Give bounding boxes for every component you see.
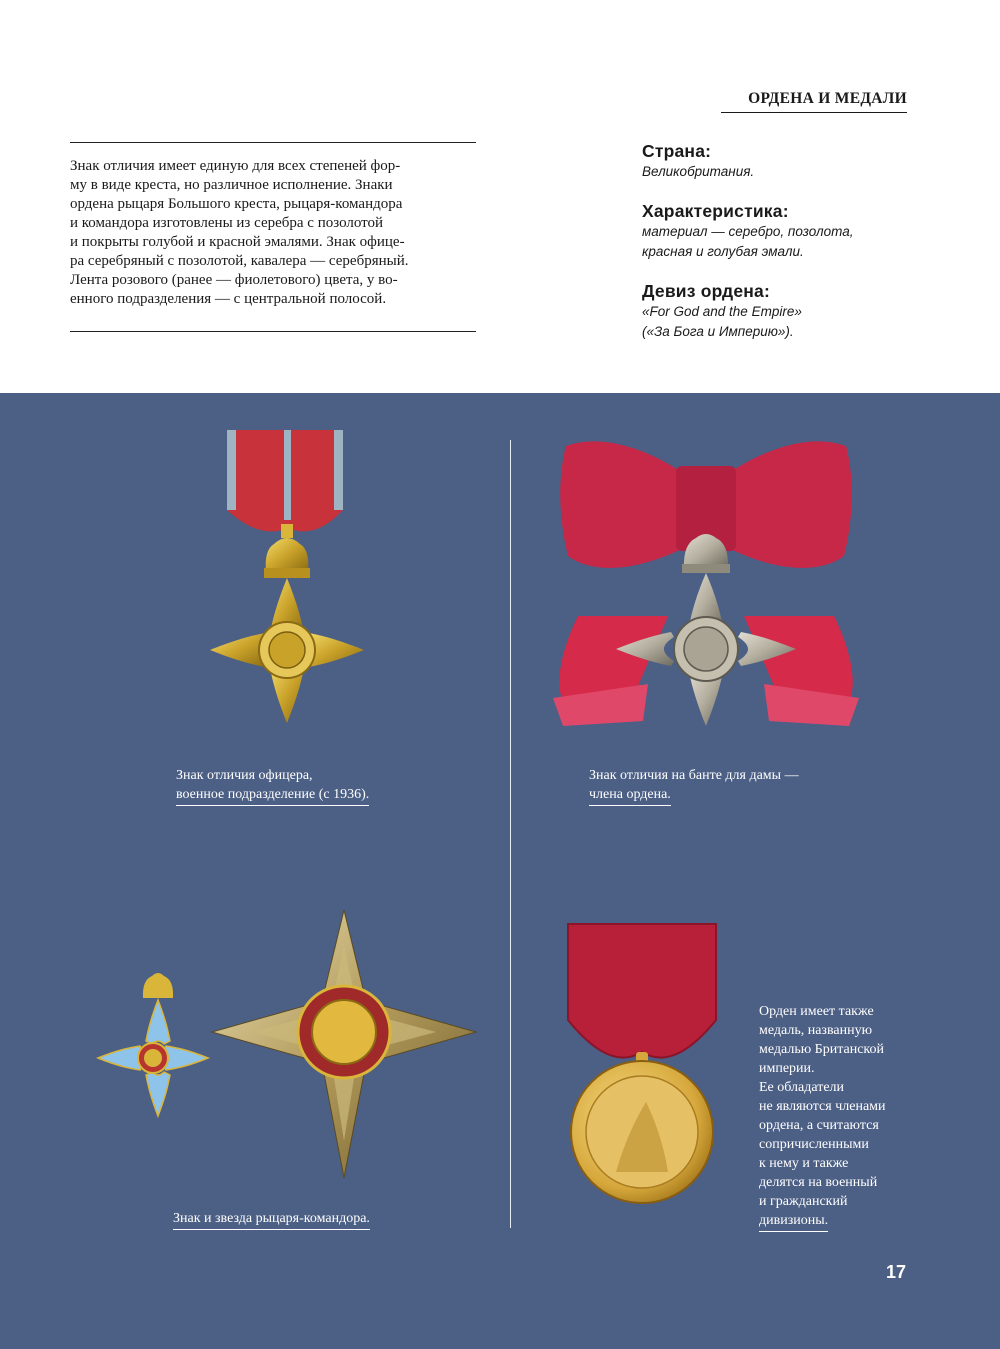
officer-badge-illustration [200, 428, 370, 733]
caption-line: Знак и звезда рыцаря-командора. [173, 1209, 370, 1230]
intro-line: енного подразделения — с центральной полосой. [70, 291, 387, 307]
caption-line: Знак отличия офицера, [176, 768, 313, 783]
fact-value [642, 302, 942, 342]
intro-line: Лента розового (ранее — фиолетового) цвета, у во- [70, 272, 398, 288]
caption-line: военное подразделение (с 1936). [176, 785, 369, 806]
vertical-divider [510, 440, 511, 1228]
intro-line: и покрыты голубой и красной эмалями. Знак офице- [70, 234, 405, 250]
intro-line: и командора изготовлены из серебра с позолотой [70, 215, 384, 231]
medal-ribbon [568, 924, 716, 1058]
caption-line: Орден имеет также [759, 1004, 874, 1019]
fact-value-line: красная и голубая эмали. [642, 244, 804, 259]
caption-line: Знак отличия на банте для дамы — [589, 768, 799, 783]
intro-line: ордена рыцаря Большого креста, рыцаря-командора [70, 196, 403, 212]
page-number: 17 [885, 1262, 906, 1282]
caption-line: ордена, а считаются [759, 1118, 879, 1133]
knight-commander-illustration [96, 906, 481, 1186]
fact-value-line: «For God and the Empire» [642, 304, 802, 319]
fact-label: Страна: [642, 141, 712, 161]
intro-line: Знак отличия имеет единую для всех степеней фор- [70, 158, 401, 174]
fact-label: Девиз ордена: [642, 281, 771, 301]
caption-line: делятся на военный [759, 1175, 878, 1190]
caption-line: не являются членами [759, 1099, 886, 1114]
fact-features [642, 201, 942, 262]
fact-value-line: Великобритания. [642, 164, 755, 179]
caption-line: к нему и также [759, 1156, 849, 1171]
caption-line: Ее обладатели [759, 1080, 845, 1095]
bow-badge-illustration [548, 436, 864, 736]
medal-disc-icon [571, 1061, 713, 1203]
caption-officer [176, 766, 369, 806]
caption-line: сопричисленными [759, 1137, 869, 1152]
facts-panel [642, 141, 942, 361]
caption-medal [759, 1002, 886, 1232]
intro-paragraph [70, 157, 480, 309]
intro-line: му в виде креста, но различное исполнение. Знаки [70, 177, 393, 193]
fact-value-line: («За Бога и Империю»). [642, 324, 794, 339]
intro-top-rule [70, 142, 476, 143]
caption-line: медаль, названную [759, 1023, 873, 1038]
section-header: ОРДЕНА И МЕДАЛИ [721, 90, 907, 113]
gold-cross-icon [210, 578, 364, 723]
fact-motto [642, 281, 942, 342]
small-badge-icon [98, 973, 208, 1116]
fact-value [642, 222, 942, 262]
intro-line: ра серебряный с позолотой, кавалера — серебряный. [70, 253, 409, 269]
intro-bottom-rule [70, 331, 476, 332]
star-icon [212, 910, 476, 1178]
fact-value-line: материал — серебро, позолота, [642, 224, 854, 239]
caption-star [173, 1209, 370, 1230]
crown-icon [264, 524, 310, 578]
empire-medal-illustration [564, 922, 724, 1207]
caption-line: империи. [759, 1061, 815, 1076]
fact-value [642, 162, 942, 182]
caption-line: медалью Британской [759, 1042, 885, 1057]
ribbon [227, 430, 343, 531]
caption-bow [589, 766, 799, 806]
caption-line: дивизионы. [759, 1211, 828, 1232]
caption-line: и гражданский [759, 1194, 848, 1209]
caption-line: члена ордена. [589, 785, 671, 806]
fact-country [642, 141, 942, 182]
fact-label: Характеристика: [642, 201, 789, 221]
